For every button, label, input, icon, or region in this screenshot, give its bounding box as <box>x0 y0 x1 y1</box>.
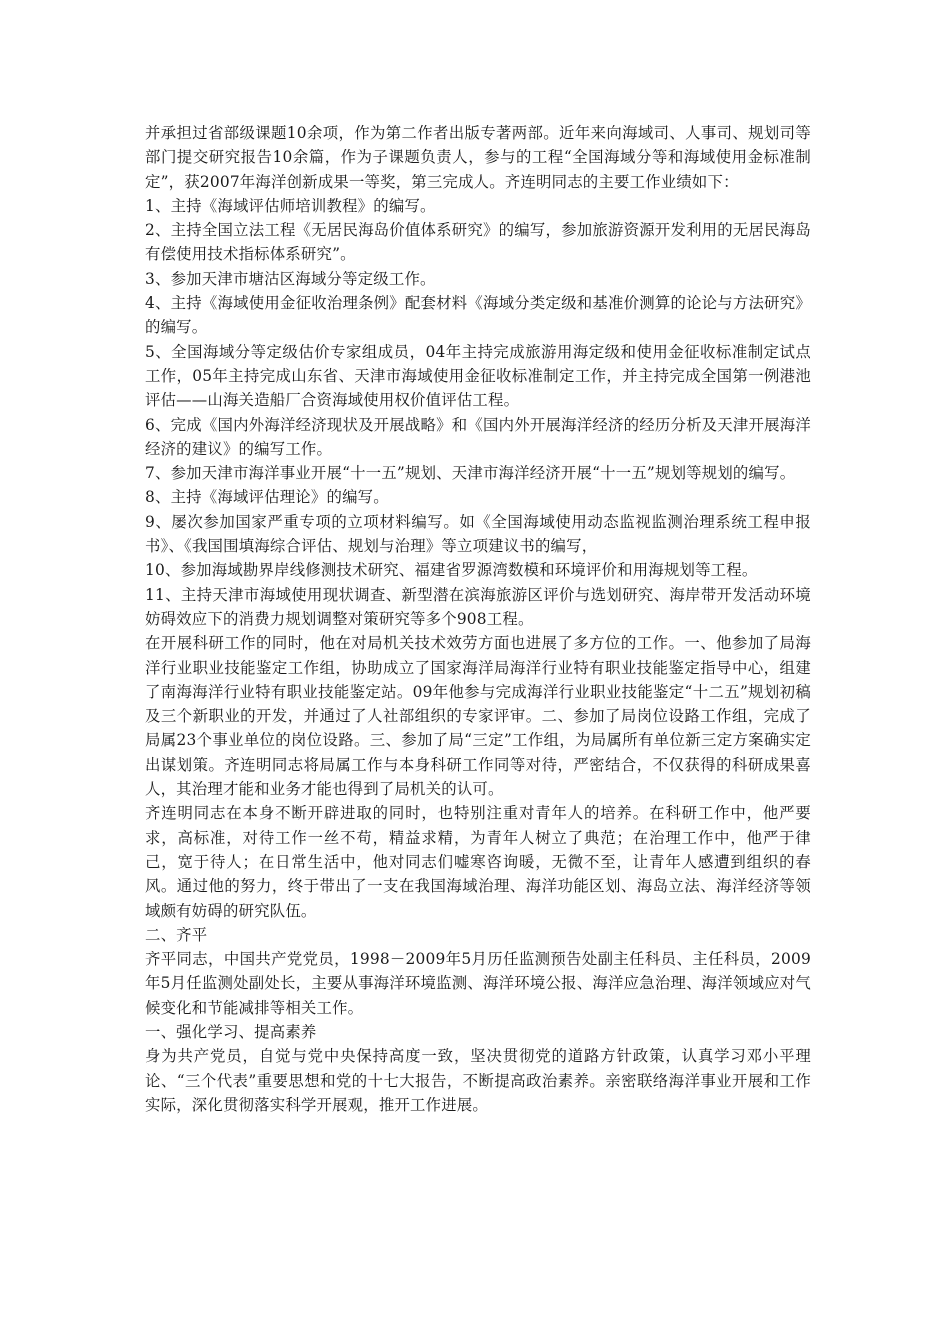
list-item: 7、参加天津市海洋事业开展“十一五”规划、天津市海洋经济开展“十一五”规划等规划的编写。 <box>145 464 796 483</box>
list-item: 9、屡次参加国家严重专项的立项材料编写。如《全国海域使用动态监视监测治理系统工程申报书》、《我国围填海综合评估、规划与治理》等立项建议书的编写， <box>145 512 811 556</box>
subsection-heading: 一、强化学习、提高素养 <box>145 1022 317 1041</box>
paragraph-intro: 并承担过省部级课题10余项，作为第二作者出版专著两部。近年来向海域司、人事司、规划司等部门提交研究报告10余篇，作为子课题负责人，参与的工程“全国海域分等和海域使用金标准制定”，获2007年海洋创新成果一等奖，第三完成人。齐连明同志的主要工作业绩如下： <box>145 124 811 191</box>
body-paragraph: 身为共产党员，自觉与党中央保持高度一致，坚决贯彻党的道路方针政策，认真学习邓小平理论、“三个代表”重要思想和党的十七大报告，不断提高政治素养。亲密联络海洋事业开展和工作实际，深化贯彻落实科学开展观，推开工作进展。 <box>145 1047 811 1114</box>
list-item: 5、全国海域分等定级估价专家组成员，04年主持完成旅游用海定级和使用金征收标准制定试点工作，05年主持完成山东省、天津市海域使用金征收标准制定工作，并主持完成全国第一例港池评估——山海关造船厂合资海域使用权价值评估工程。 <box>145 342 811 410</box>
section-heading: 二、齐平 <box>145 925 208 944</box>
list-item: 11、主持天津市海域使用现状调查、新型潜在滨海旅游区评价与选划研究、海岸带开发活动环境妨碍效应下的消费力规划调整对策研究等多个908工程。 <box>145 585 811 628</box>
list-item: 6、完成《国内外海洋经济现状及开展战略》和《国内外开展海洋经济的经历分析及天津开展海洋经济的建议》的编写工作。 <box>145 415 811 458</box>
list-item: 4、主持《海域使用金征收治理条例》配套材料《海域分类定级和基准价测算的论论与方法研究》的编写。 <box>145 294 811 337</box>
list-item: 10、参加海域勘界岸线修测技术研究、福建省罗源湾数模和环境评价和用海规划等工程。 <box>145 561 758 580</box>
list-item: 1、主持《海域评估师培训教程》的编写。 <box>145 196 436 215</box>
list-item: 2、主持全国立法工程《无居民海岛价值体系研究》的编写，参加旅游资源开发利用的无居民海岛有偿使用技术指标体系研究”。 <box>145 221 811 264</box>
body-paragraph: 在开展科研工作的同时，他在对局机关技术效劳方面也进展了多方位的工作。一、他参加了局海洋行业职业技能鉴定工作组，协助成立了国家海洋局海洋行业特有职业技能鉴定指导中心，组建了南海海洋行业特有职业技能鉴定站。09年他参与完成海洋行业职业技能鉴定“十二五”规划初稿及三个新职业的开发，并通过了人社部组织的专家评审。二、参加了局岗位设路工作组，完成了局属23个事业单位的岗位设路。三、参加了局“三定”工作组，为局属所有单位新三定方案确实定出谋划策。齐连明同志将局属工作与本身科研工作同等对待，严密结合，不仅获得的科研成果喜人，其治理才能和业务才能也得到了局机关的认可。 <box>145 634 811 799</box>
list-item: 8、主持《海域评估理论》的编写。 <box>145 488 389 507</box>
body-paragraph: 齐连明同志在本身不断开辟进取的同时，也特别注重对青年人的培养。在科研工作中，他严要求，高标准，对待工作一丝不苟，精益求精，为青年人树立了典范；在治理工作中，他严于律己，宽于待人；在日常生活中，他对同志们嘘寒咨询暖，无微不至，让青年人感遭到组织的春风。通过他的努力，终于带出了一支在我国海域治理、海洋功能区划、海岛立法、海洋经济等领域颇有妨碍的研究队伍。 <box>145 804 811 920</box>
body-paragraph: 齐平同志，中国共产党党员，1998－2009年5月历任监测预告处副主任科员、主任科员，2009年5月任监测处副处长，主要从事海洋环境监测、海洋环境公报、海洋应急治理、海洋领域应对气候变化和节能减排等相关工作。 <box>145 950 811 1017</box>
list-item: 3、参加天津市塘沽区海域分等定级工作。 <box>145 269 436 288</box>
document-body <box>145 121 811 1117</box>
